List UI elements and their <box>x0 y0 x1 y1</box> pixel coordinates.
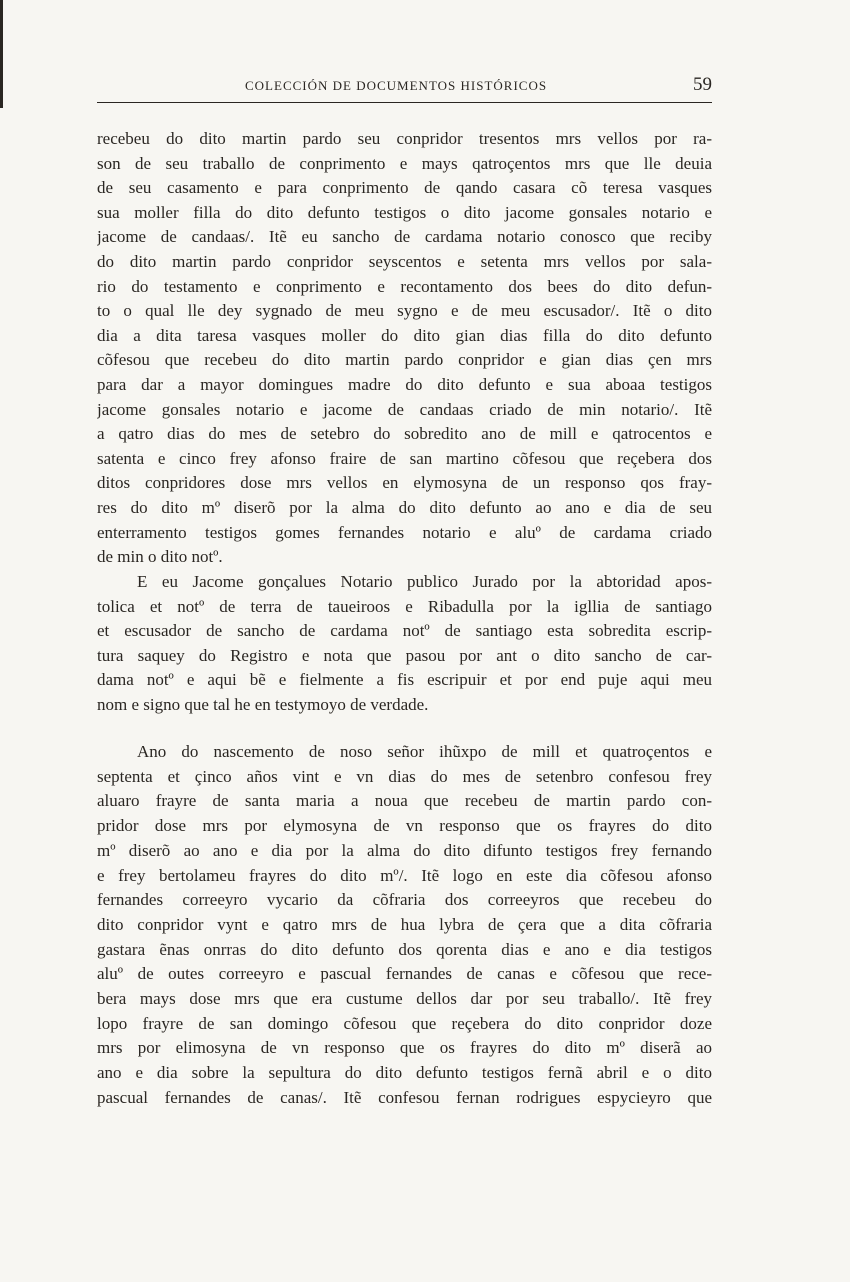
header-rule <box>97 102 712 103</box>
text-line: ano e dia sobre la sepultura do dito defunto testigos fernã abril e o dito <box>97 1063 712 1083</box>
text-line: mrs por elimosyna de vn responso que os frayres do dito mº diserã ao <box>97 1038 712 1058</box>
text-line: aluaro frayre de santa maria a noua que recebeu de martin pardo con- <box>97 791 712 811</box>
text-line: bera mays dose mrs que era custume dellos dar por seu traballo/. Itẽ frey <box>97 989 712 1008</box>
text-line: jacome de candaas/. Itẽ eu sancho de cardama notario conosco que reciby <box>97 227 712 247</box>
text-line: to o qual lle dey sygnado de meu sygno e de meu escusador/. Itẽ o dito <box>97 301 712 321</box>
text-line: rio do testamento e conprimento e recontamento dos bees do dito defun- <box>97 276 712 296</box>
text-line: a qatro dias do mes de setebro do sobredito ano de mill e qatrocentos e <box>97 424 712 444</box>
text-line: sua moller filla do dito defunto testigos o dito jacome gonsales notario e <box>97 202 712 222</box>
text-line: nom e signo que tal he en testymoyo de verdade. <box>97 695 429 714</box>
text-line: dia a dita taresa vasques moller do dito gian dias filla do dito defunto <box>97 325 712 345</box>
text-line: recebeu do dito martin pardo seu conpridor tresentos mrs vellos por ra- <box>97 129 712 148</box>
text-line: tolica et notº de terra de taueiroos e Ribadulla por la igllia de santiago <box>97 596 712 616</box>
page-number: 59 <box>693 74 712 95</box>
page-edge-mark <box>0 0 3 108</box>
text-line: son de seu traballo de conprimento e mays qatroçentos mrs que lle deuia <box>97 153 712 173</box>
text-line: mº diserõ ao ano e dia por la alma do dito difunto testigos frey fernando <box>97 840 712 860</box>
text-line: aluº de outes correeyro e pascual fernandes de canas e cõfesou que rece- <box>97 964 712 984</box>
text-line: e frey bertolameu frayres do dito mº/. Itẽ logo en este dia cõfesou afonso <box>97 865 712 885</box>
text-line: septenta et çinco años vint e vn dias do mes de setenbro confesou frey <box>97 766 712 786</box>
text-line: pridor dose mrs por elymosyna de vn responso que os frayres do dito <box>97 816 712 836</box>
text-line: dito conpridor vynt e qatro mrs de hua lybra de çera que a dita cõfraria <box>97 914 712 934</box>
text-line: gastara ẽnas onrras do dito defunto dos qorenta dias e ano e dia testigos <box>97 939 712 959</box>
text-line: para dar a mayor domingues madre do dito defunto e sua aboaa testigos <box>97 375 712 394</box>
page-header <box>97 74 712 98</box>
text-line: jacome gonsales notario e jacome de candaas criado de min notario/. Itẽ <box>97 399 712 419</box>
text-line: de min o dito notº. <box>97 547 223 567</box>
text-line: Ano do nascemento de noso señor ihũxpo de mill et quatroçentos e <box>137 742 712 761</box>
text-line: enterramento testigos gomes fernandes notario e aluº de cardama criado <box>97 522 712 542</box>
text-line: do dito martin pardo conpridor seyscentos e setenta mrs vellos por sala- <box>97 252 712 271</box>
text-line: ditos conpridores dose mrs vellos en elymosyna de un responso qos fray- <box>97 473 712 493</box>
running-head: COLECCIÓN DE DOCUMENTOS HISTÓRICOS <box>245 78 548 93</box>
text-line: pascual fernandes de canas/. Itẽ confesou fernan rodrigues espycieyro que <box>97 1087 712 1107</box>
text-line: tura saquey do Registro e nota que pasou por ant o dito sancho de car- <box>97 645 712 665</box>
text-line: lopo frayre de san domingo cõfesou que reçebera do dito conpridor doze <box>97 1013 712 1033</box>
text-line: E eu Jacome gonçalues Notario publico Jurado por la abtoridad apos- <box>137 572 712 591</box>
text-line: fernandes correeyro vycario da cõfraria dos correeyros que recebeu do <box>97 890 712 910</box>
text-line: res do dito mº diserõ por la alma do dito defunto ao ano e dia de seu <box>97 498 712 517</box>
text-line: satenta e cinco frey afonso fraire de san martino cõfesou que reçebera dos <box>97 448 712 468</box>
text-line: et escusador de sancho de cardama notº de santiago esta sobredita escrip- <box>97 621 712 641</box>
text-line: cõfesou que recebeu do dito martin pardo conpridor e gian dias çen mrs <box>97 350 712 370</box>
text-line: de seu casamento e para conprimento de qando casara cõ teresa vasques <box>97 178 712 198</box>
text-line: dama notº e aqui bẽ e fielmente a fis escripuir et por end puje aqui meu <box>97 670 712 690</box>
